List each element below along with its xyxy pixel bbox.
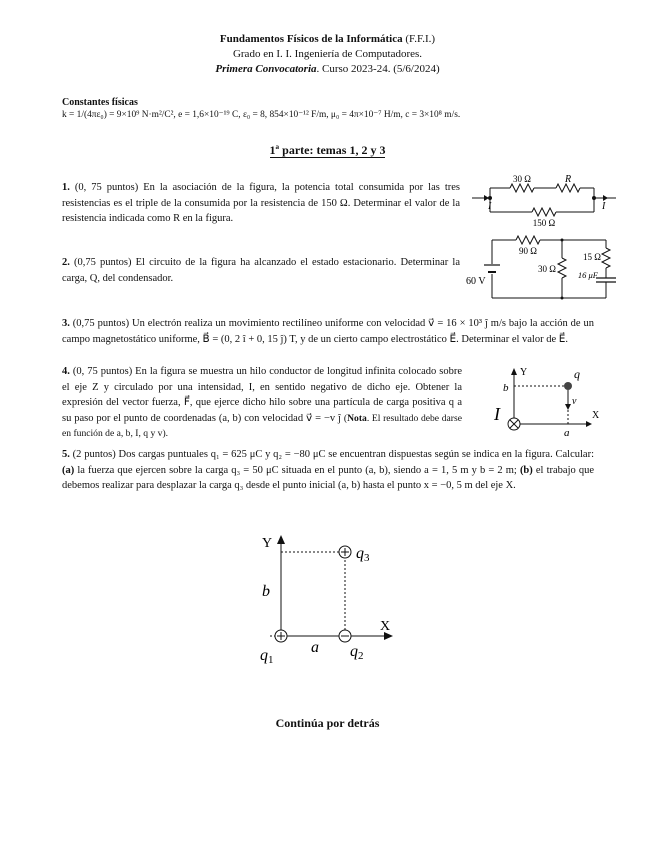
exam-header xyxy=(0,32,655,77)
label-60V: 60 V xyxy=(466,276,486,287)
fig4-I-label: I xyxy=(494,404,500,424)
constants-title: Constantes físicas xyxy=(62,97,138,108)
problem-2: 2. (0,75 puntos) El circuito de la figura ha alcanzado el estado estacionario. Determinar la carga, Q, del condensador. xyxy=(62,257,460,284)
velocity-arrow xyxy=(565,404,571,410)
figure-4-wire xyxy=(490,366,600,438)
y-axis-arrow xyxy=(511,368,517,375)
fig5-a-label: a xyxy=(311,639,319,656)
figure-2-circuit xyxy=(462,234,622,304)
fig5-q2-label: q2 xyxy=(350,643,364,662)
fig5-b-label: b xyxy=(262,583,270,600)
problem-1: 1. (0, 75 puntos) En la asociación de la figura, la potencia total consumida por las tres resistencias es el triple de la consumida por la resistencia de 150 Ω. Determinar el valor de la resistencia indicada como R en la figura. xyxy=(62,182,460,224)
fig4-y-label: Y xyxy=(520,367,528,378)
label-15ohm: 15 Ω xyxy=(583,252,601,262)
fig4-x-label: X xyxy=(592,410,600,421)
fig5-x-label: X xyxy=(380,619,391,634)
x-axis-arrow xyxy=(586,421,592,427)
label-90ohm: 90 Ω xyxy=(519,246,537,256)
label-I-right: I xyxy=(602,201,606,212)
fig4-v-label: v⃗ xyxy=(572,396,585,407)
problem-3: 3. (0,75 puntos) Un electrón realiza un movimiento rectilíneo uniforme con velocidad v⃗ = 16 × 10³ ĵ m/s bajo la acción de un campo magnetostático uniforme, B⃗ = (0, 2 î + 0, 15 ĵ) T, y de un cierto campo electrostático E⃗. Determinar el valor de E⃗. xyxy=(62,318,594,345)
node-top xyxy=(561,239,564,242)
fig5-y-label: Y xyxy=(262,536,273,551)
degree-line: Grado en I. I. Ingeniería de Computadores. xyxy=(232,48,423,60)
label-30ohm: 30 Ω xyxy=(513,174,531,184)
constants-line: k = 1/(4πε₀) = 9×10⁹ N·m²/C², e = 1,6×10⁻¹⁹ C, ε₀ = 8, 854×10⁻¹² F/m, μ₀ = 4π×10⁻⁷ H/m, c = 3×10⁸ m/s. xyxy=(62,110,461,120)
physical-constants xyxy=(62,96,602,122)
fig5-y-arrow xyxy=(277,535,285,544)
fig5-q1-label: q1 xyxy=(260,647,274,666)
label-30ohm-mid: 30 Ω xyxy=(538,264,556,274)
fig4-q-label: q xyxy=(574,367,580,381)
charge-q-dot xyxy=(564,382,572,390)
problem-4: 4. (0, 75 puntos) En la figura se muestra un hilo conductor de longitud infinita colocado sobre el eje Z y circulado por una intensidad, I, en sentido negativo de dicho eje. Obtener la expresión del vector fuerza, F⃗, que ejerce dicho hilo sobre una partícula de carga positiva q a su paso por el punto de coordenadas (a, b) con velocidad v⃗ = −v ĵ (Nota. El resultado debe darse en función de a, b, I, q y v). xyxy=(62,366,462,439)
figure-5-charges xyxy=(250,532,400,667)
fig4-a-label: a xyxy=(564,427,570,439)
label-R: R xyxy=(564,174,572,185)
node-bottom xyxy=(561,297,564,300)
label-16uF: 16 μF xyxy=(577,270,598,280)
figure-1-circuit xyxy=(470,176,620,232)
continue-note: Continúa por detrás xyxy=(275,716,380,730)
fig4-b-label: b xyxy=(503,382,509,394)
label-I-left: I xyxy=(488,201,492,212)
course-title: Fundamentos Físicos de la Informática (F.F.I.) xyxy=(219,33,436,45)
exam-line: Primera Convocatoria. Curso 2023-24. (5/6/2024) xyxy=(215,63,440,75)
part-title: 1ª parte: temas 1, 2 y 3 xyxy=(269,143,386,157)
label-150ohm: 150 Ω xyxy=(532,218,556,228)
fig5-q3-label: q3 xyxy=(356,545,370,564)
problem-5: 5. (2 puntos) Dos cargas puntuales q₁ = 625 μC y q₂ = −80 μC se encuentran dispuestas según se indica en la figura. Calcular: (a) la fuerza que ejercen sobre la carga q₃ = 50 μC situada en el punto (a, b), siendo a = 1, 5 m y b = 2 m; (b) el trabajo que debemos realizar para desplazar la carga q₃ desde el punto inicial (a, b) hasta el punto x = −0, 5 m del eje X. xyxy=(62,449,595,491)
